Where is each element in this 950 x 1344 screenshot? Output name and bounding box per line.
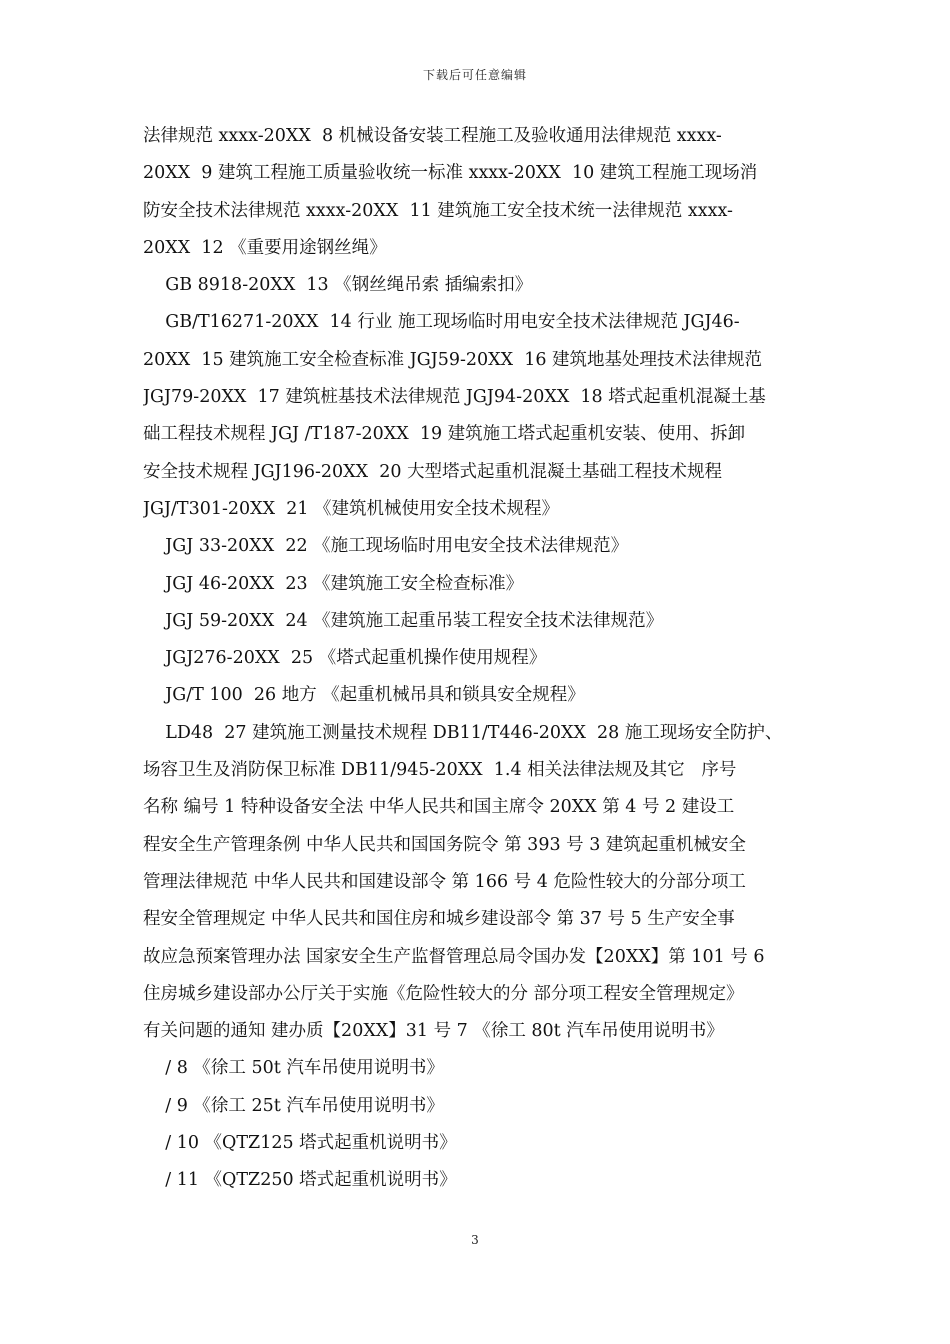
- text-line: 程安全管理规定 中华人民共和国住房和城乡建设部令 第 37 号 5 生产安全事: [143, 909, 735, 930]
- text-line: JGJ79-20XX 17 建筑桩基技术法律规范 JGJ94-20XX 18 塔式起重机混凝土基: [143, 387, 766, 408]
- text-line: 管理法律规范 中华人民共和国建设部令 第 166 号 4 危险性较大的分部分项工: [143, 871, 746, 892]
- text-line: 20XX 15 建筑施工安全检查标准 JGJ59-20XX 16 建筑地基处理技术法律规范: [143, 349, 763, 370]
- text-line: JGJ 46-20XX 23 《建筑施工安全检查标准》: [143, 573, 524, 594]
- text-line: / 9 《徐工 25t 汽车吊使用说明书》: [143, 1095, 444, 1116]
- text-line: JGJ 33-20XX 22 《施工现场临时用电安全技术法律规范》: [143, 536, 629, 557]
- text-line: 法律规范 xxxx-20XX 8 机械设备安装工程施工及验收通用法律规范 xxxx-: [143, 126, 722, 146]
- text-line: JGJ/T301-20XX 21 《建筑机械使用安全技术规程》: [143, 498, 560, 519]
- text-line: 防安全技术法律规范 xxxx-20XX 11 建筑施工安全技术统一法律规范 xxxx-: [143, 200, 733, 221]
- text-line: JGJ276-20XX 25 《塔式起重机操作使用规程》: [143, 648, 547, 669]
- text-line: 名称 编号 1 特种设备安全法 中华人民共和国主席令 20XX 第 4 号 2 建设工: [143, 797, 735, 818]
- text-line: 20XX 12 《重要用途钢丝绳》: [143, 237, 387, 258]
- text-line: JGJ 59-20XX 24 《建筑施工起重吊装工程安全技术法律规范》: [143, 610, 664, 631]
- text-line: 有关问题的通知 建办质【20XX】31 号 7 《徐工 80t 汽车吊使用说明书》: [143, 1021, 724, 1042]
- text-line: 程安全生产管理条例 中华人民共和国国务院令 第 393 号 3 建筑起重机械安全: [143, 834, 746, 855]
- text-line: / 11 《QTZ250 塔式起重机说明书》: [143, 1170, 457, 1191]
- text-line: 础工程技术规程 JGJ /T187-20XX 19 建筑施工塔式起重机安装、使用、拆卸: [143, 424, 746, 445]
- text-line: / 10 《QTZ125 塔式起重机说明书》: [143, 1133, 457, 1154]
- page-number: 3: [471, 1233, 479, 1247]
- text-line: 故应急预案管理办法 国家安全生产监督管理总局令国办发【20XX】第 101 号 6: [143, 946, 765, 967]
- text-line: LD48 27 建筑施工测量技术规程 DB11/T446-20XX 28 施工现场安全防护、: [143, 722, 783, 743]
- text-line: GB/T16271-20XX 14 行业 施工现场临时用电安全技术法律规范 JGJ46-: [143, 312, 740, 333]
- document-body: [143, 118, 815, 1200]
- text-line: / 8 《徐工 50t 汽车吊使用说明书》: [143, 1058, 444, 1079]
- page-header: 下载后可任意编辑: [422, 68, 527, 82]
- text-line: 住房城乡建设部办公厅关于实施《危险性较大的分 部分项工程安全管理规定》: [143, 983, 744, 1004]
- text-line: 场容卫生及消防保卫标准 DB11/945-20XX 1.4 相关法律法规及其它 序号: [143, 760, 737, 781]
- text-line: 20XX 9 建筑工程施工质量验收统一标准 xxxx-20XX 10 建筑工程施工现场消: [143, 163, 758, 184]
- text-line: GB 8918-20XX 13 《钢丝绳吊索 插编索扣》: [143, 275, 533, 296]
- text-line: JG/T 100 26 地方 《起重机械吊具和锁具安全规程》: [143, 685, 585, 706]
- text-line: 安全技术规程 JGJ196-20XX 20 大型塔式起重机混凝土基础工程技术规程: [143, 461, 723, 482]
